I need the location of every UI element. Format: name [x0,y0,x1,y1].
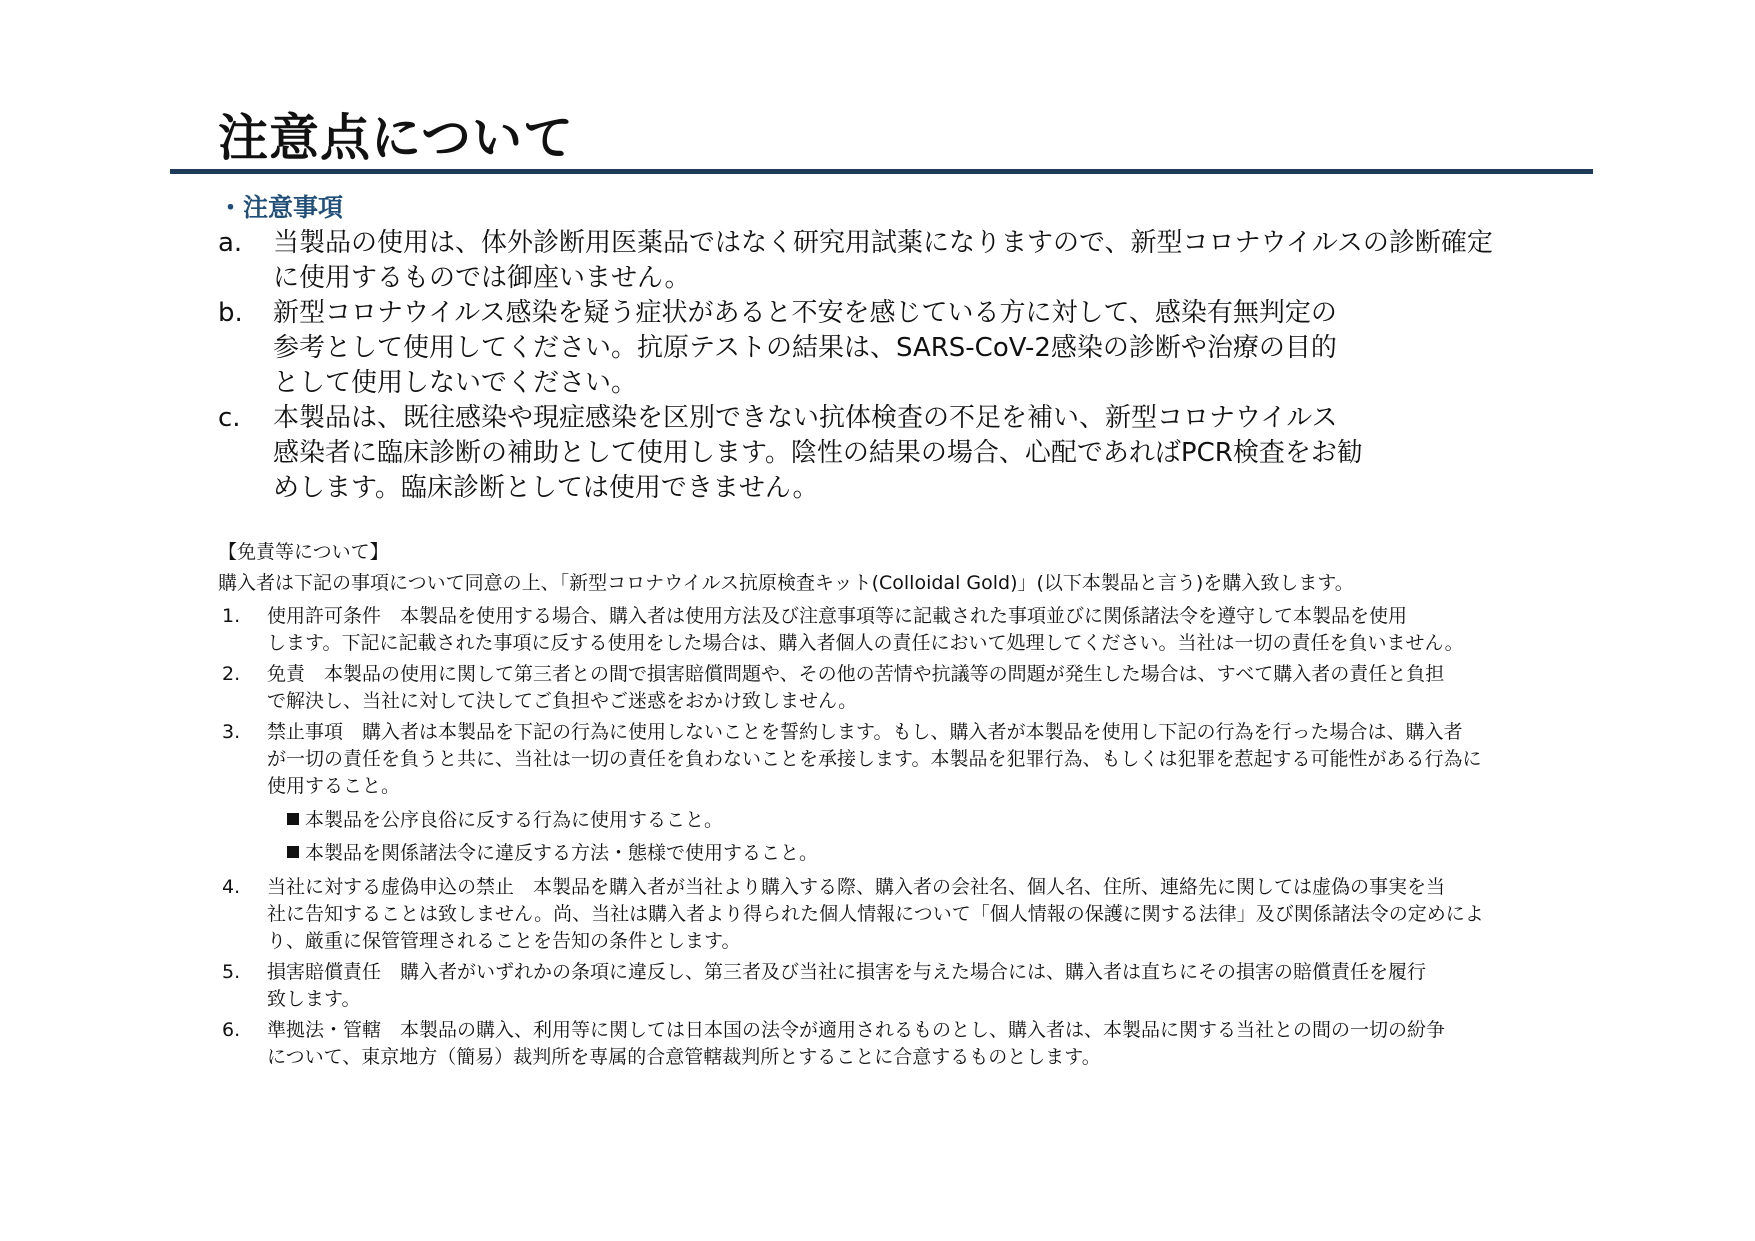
square-bullet-icon [287,813,299,825]
caution-item-c [218,401,1558,506]
terms-number: 6. [222,1019,241,1041]
prohibited-item-text: 本製品を関係諸法令に違反する方法・態様で使用すること。 [305,842,819,864]
caution-marker: c. [218,403,241,433]
caution-line: めします。臨床診断としては使用できません。 [273,473,819,503]
prohibited-item-text: 本製品を公序良俗に反する行為に使用すること。 [305,809,724,831]
caution-text [273,296,1558,401]
terms-line: 使用許可条件 本製品を使用する場合、購入者は使用方法及び注意事項等に記載された事項並びに関係諸法令を遵守して本製品を使用 [267,605,1408,627]
terms-line: り、厳重に保管管理されることを告知の条件とします。 [267,930,741,952]
terms-line: 免責 本製品の使用に関して第三者との間で損害賠償問題や、その他の苦情や抗議等の問題が発生した場合は、すべて購入者の責任と負担 [267,663,1445,685]
caution-line: 新型コロナウイルス感染を疑う症状があると不安を感じている方に対して、感染有無判定の [273,298,1337,328]
terms-line: について、東京地方（簡易）裁判所を専属的合意管轄裁判所とすることに合意するものとします。 [267,1046,1101,1068]
terms-text [267,1017,1558,1071]
terms-item-4 [218,874,1558,955]
prohibited-item [267,837,1558,870]
terms-line: 当社に対する虚偽申込の禁止 本製品を購入者が当社より購入する際、購入者の会社名、個人名、住所、連絡先に関しては虚偽の事実を当 [267,876,1446,898]
terms-line: が一切の責任を負うと共に、当社は一切の責任を負わないことを承接します。本製品を犯罪行為、もしくは犯罪を惹起する可能性がある行為に [267,748,1482,770]
terms-line: 禁止事項 購入者は本製品を下記の行為に使用しないことを誓約します。もし、購入者が本製品を使用し下記の行為を行った場合は、購入者 [267,721,1463,743]
caution-line: 参考として使用してください。抗原テストの結果は、SARS-CoV-2感染の診断や治療の目的 [273,333,1337,363]
caution-text [273,401,1558,506]
caution-marker: b. [218,298,243,328]
caution-line: として使用しないでください。 [273,368,638,398]
caution-line: 本製品は、既往感染や現症感染を区別できない抗体検査の不足を補い、新型コロナウイルス [273,403,1338,433]
terms-item-3 [218,719,1558,870]
caution-line: 当製品の使用は、体外診断用医薬品ではなく研究用試薬になりますので、新型コロナウイルスの診断確定 [273,228,1493,258]
caution-marker: a. [218,228,243,258]
terms-number: 3. [222,721,241,743]
terms-number: 4. [222,876,241,898]
terms-line: 使用すること。 [267,775,401,797]
caution-line: 感染者に臨床診断の補助として使用します。陰性の結果の場合、心配であればPCR検査をお勧 [273,438,1363,468]
terms-line: 損害賠償責任 購入者がいずれかの条項に違反し、第三者及び当社に損害を与えた場合には、購入者は直ちにその損害の賠償責任を履行 [267,961,1427,983]
disclaimer-heading: 【免責等について】 [218,541,389,563]
terms-item-1 [218,603,1558,657]
terms-line: 社に告知することは致しません。尚、当社は購入者より得られた個人情報について「個人情報の保護に関する法律」及び関係諸法令の定めによ [267,903,1484,925]
terms-item-5 [218,959,1558,1013]
caution-text [273,226,1558,296]
terms-line: します。下記に記載された事項に反する使用をした場合は、購入者個人の責任において処理してください。当社は一切の責任を負いません。 [267,632,1464,654]
cautions-heading: ・注意事項 [218,193,344,222]
caution-line: に使用するものでは御座いません。 [273,263,691,293]
terms-text [267,719,1558,870]
square-bullet-icon [287,846,299,858]
terms-text [267,661,1558,715]
terms-number: 5. [222,961,241,983]
terms-text [267,603,1558,657]
terms-text [267,874,1558,955]
page-title: 注意点について [218,109,574,167]
terms-line: で解決し、当社に対して決してご負担やご迷惑をおかけ致しません。 [267,690,858,712]
caution-item-a [218,226,1558,296]
terms-number: 2. [222,663,241,685]
caution-item-b [218,296,1558,401]
terms-item-6 [218,1017,1558,1071]
prohibited-item [267,804,1558,837]
disclaimer-intro: 購入者は下記の事項について同意の上、「新型コロナウイルス抗原検査キット(Colloidal Gold)」(以下本製品と言う)を購入致します。 [218,572,1354,594]
terms-line: 準拠法・管轄 本製品の購入、利用等に関しては日本国の法令が適用されるものとし、購入者は、本製品に関する当社との間の一切の紛争 [267,1019,1446,1041]
disclaimer-section [218,537,1558,1071]
cautions-section [218,190,1558,506]
title-divider [170,169,1593,174]
terms-item-2 [218,661,1558,715]
terms-number: 1. [222,605,241,627]
terms-text [267,959,1558,1013]
terms-line: 致します。 [267,988,361,1010]
prohibited-list [267,804,1558,870]
